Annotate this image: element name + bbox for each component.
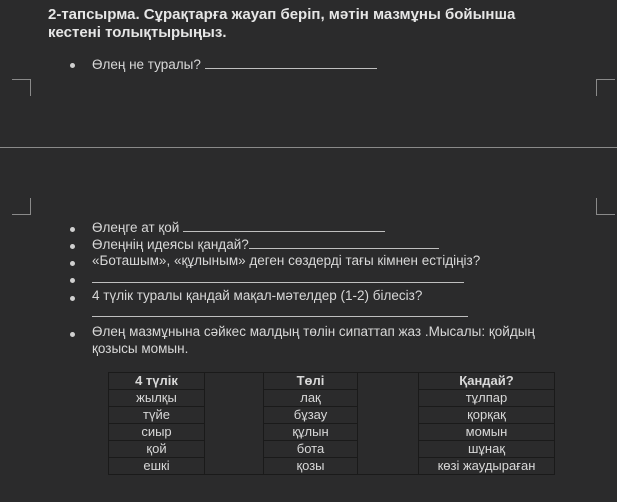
crop-mark — [596, 198, 615, 215]
task-title: 2-тапсырма. Сұрақтарға жауап беріп, мәтін мазмұны бойынша кестені толықтырыңыз. — [48, 6, 516, 41]
question-proverbs — [92, 288, 422, 303]
table-cell: момын — [419, 424, 555, 441]
question-text: Өлеңге ат қой — [92, 220, 184, 235]
crop-mark — [596, 79, 615, 96]
bullet-dot — [70, 332, 75, 337]
table-row — [109, 424, 555, 441]
question-topic — [92, 56, 377, 72]
livestock-table — [108, 372, 555, 475]
table-row — [109, 407, 555, 424]
table-header: 4 түлік — [109, 373, 205, 390]
bullet-dot — [70, 296, 75, 301]
table-header: Қандай? — [419, 373, 555, 390]
table-cell: бота — [264, 441, 358, 458]
question-words — [92, 253, 480, 268]
question-title — [92, 219, 385, 235]
question-describe — [92, 324, 535, 339]
crop-mark — [12, 79, 31, 96]
bullet-dot — [70, 261, 75, 266]
crop-mark — [12, 198, 31, 215]
question-text: Өлең не туралы? — [92, 57, 205, 72]
table-cell: тұлпар — [419, 390, 555, 407]
question-describe-cont — [92, 341, 188, 356]
question-text: «Боташым», «құлыным» деген сөздерді тағы кімнен естідіңіз? — [92, 253, 481, 268]
table-cell: көзі жаудыраған — [419, 458, 555, 475]
table-cell: қорқақ — [419, 407, 555, 424]
question-text: 4 түлік туралы қандай мақал-мәтелдер (1-2) білесіз? — [92, 288, 423, 303]
table-header: Төлі — [264, 373, 358, 390]
table-cell: сиыр — [109, 424, 205, 441]
answer-line — [92, 304, 468, 317]
table-cell: шұнақ — [419, 441, 555, 458]
table-row — [109, 458, 555, 475]
answer-line — [92, 270, 464, 283]
question-idea — [92, 236, 439, 252]
table-cell: ешкі — [109, 458, 205, 475]
answer-line — [249, 236, 439, 249]
answer-line-row — [92, 270, 464, 286]
table-row — [109, 390, 555, 407]
table-header-row — [109, 373, 555, 390]
table-cell: түйе — [109, 407, 205, 424]
table-cell: бұзау — [264, 407, 358, 424]
answer-line — [183, 219, 385, 232]
table-cell: лақ — [264, 390, 358, 407]
bullet-dot — [70, 244, 75, 249]
table-row — [109, 441, 555, 458]
table-cell: қозы — [264, 458, 358, 475]
answer-line-row — [92, 304, 468, 320]
bullet-dot — [70, 227, 75, 232]
bullet-dot — [70, 63, 75, 68]
table-cell: құлын — [264, 424, 358, 441]
table-cell: қой — [109, 441, 205, 458]
spacer-column — [358, 373, 419, 475]
question-text: Өлең мазмұнына сәйкес малдың төлін сипаттап жаз .Мысалы: қойдың — [92, 324, 535, 339]
question-text: қозысы момын. — [92, 341, 189, 356]
page-separator — [0, 147, 617, 148]
bullet-dot — [70, 278, 75, 283]
question-text: Өлеңнің идеясы қандай? — [92, 237, 249, 252]
table-cell: жылқы — [109, 390, 205, 407]
answer-line — [205, 56, 377, 69]
spacer-column — [205, 373, 264, 475]
